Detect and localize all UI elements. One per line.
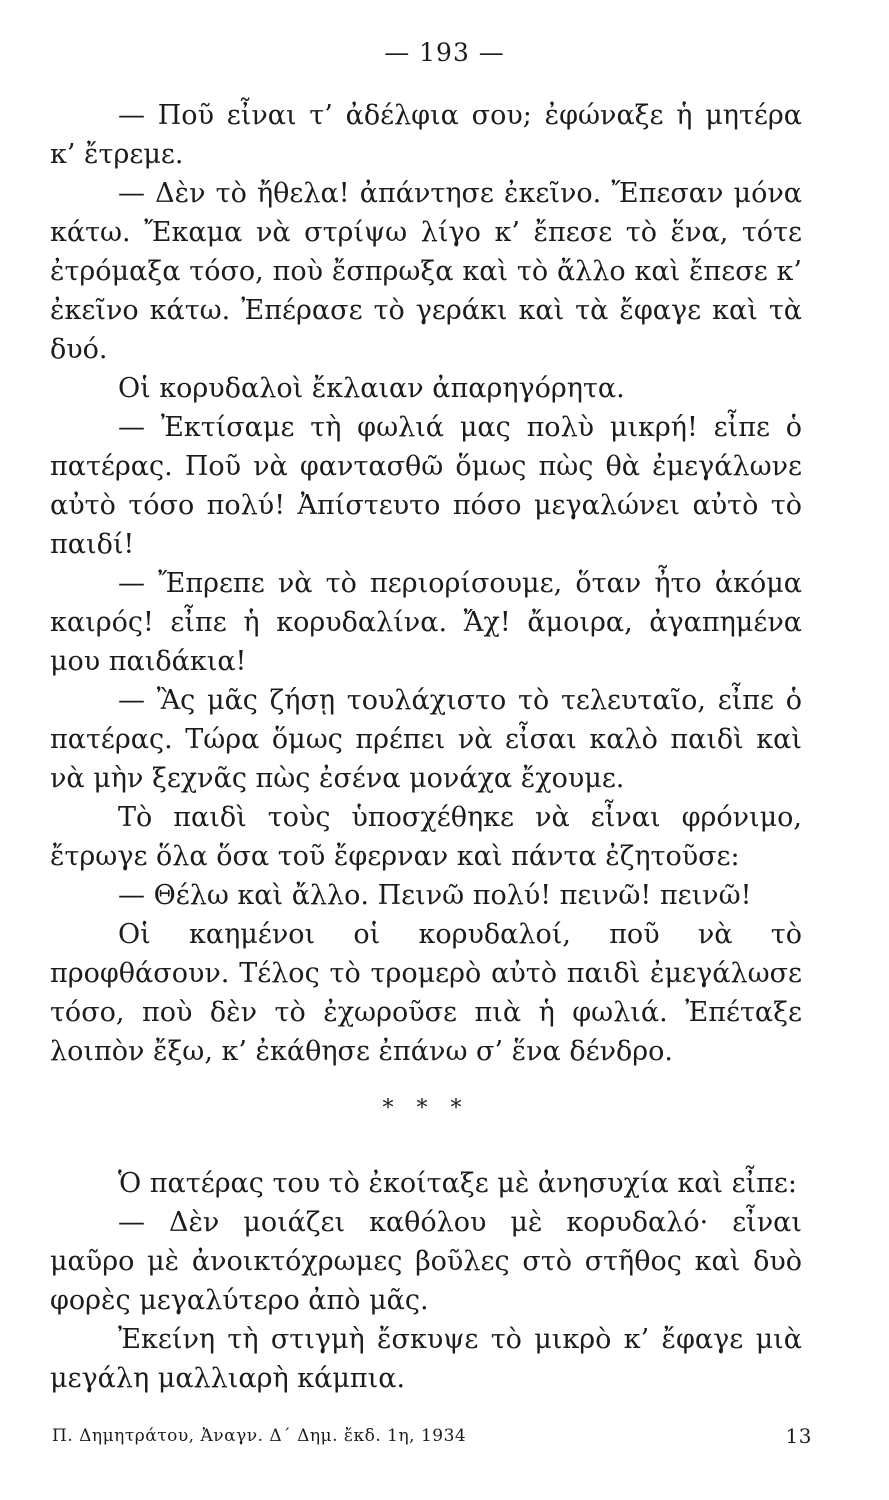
signature-mark: 13 [785,1424,812,1448]
paragraph: — Θέλω καὶ ἄλλο. Πεινῶ πολύ! πεινῶ! πεινῶ! [118,880,752,911]
page-number: — 193 — [384,38,505,67]
paragraph: — Δὲν μοιάζει καθόλου μὲ κορυδαλό· εἶναι μαῦρο μὲ ἀνοικτόχρωμες βοῦλες στὸ στῆθος καὶ δυὸ φορὲς μεγαλύτερο ἀπὸ μᾶς. [50,1207,802,1316]
paragraph: — Δὲν τὸ ἤθελα! ἀπάντησε ἐκεῖνο. Ἔπεσαν μόνα κάτω. Ἔκαμα νὰ στρίψω λίγο κ’ ἔπεσε τὸ ἕνα, τότε ἐτρόμαξα τόσο, ποὺ ἔσπρωξα καὶ τὸ ἄλλο καὶ ἔπεσε κ’ ἐκεῖνο κάτω. Ἐπέρασε τὸ γεράκι καὶ τὰ ἔφαγε καὶ τὰ δυό. [50,178,802,365]
page-footer [52,1426,812,1446]
section-separator: * * * [382,1096,470,1121]
paragraph: — Ἔπρεπε νὰ τὸ περιορίσουμε, ὅταν ἦτο ἀκόμα καιρός! εἶπε ἡ κορυδαλίνα. Ἄχ! ἄμοιρα, ἀγαπημένα μου παιδάκια! [50,568,802,677]
paragraph: Ἐκείνη τὴ στιγμὴ ἔσκυψε τὸ μικρὸ κ’ ἔφαγε μιὰ μεγάλη μαλλιαρὴ κάμπια. [50,1324,802,1394]
footer-citation: Π. Δημητράτου, Ἀναγν. Δ΄ Δημ. ἔκδ. 1η, 1934 [52,1426,467,1446]
paragraph: Οἱ καημένοι οἱ κορυδαλοί, ποῦ νὰ τὸ προφθάσουν. Τέλος τὸ τρομερὸ αὐτὸ παιδὶ ἐμεγάλωσε τόσο, ποὺ δὲν τὸ ἐχωροῦσε πιὰ ἡ φωλιά. Ἐπέταξε λοιπὸν ἔξω, κ’ ἐκάθησε ἐπάνω σ’ ἕνα δένδρο. [50,919,802,1067]
paragraph: Οἱ κορυδαλοὶ ἔκλαιαν ἀπαρηγόρητα. [118,373,625,404]
paragraph: — Ἂς μᾶς ζήσῃ τουλάχιστο τὸ τελευταῖο, εἶπε ὁ πατέρας. Τώρα ὅμως πρέπει νὰ εἶσαι καλὸ παιδὶ καὶ νὰ μὴν ξεχνᾶς πὼς ἐσένα μονάχα ἔχουμε. [50,685,802,794]
paragraph: Ὁ πατέρας του τὸ ἐκοίταξε μὲ ἀνησυχία καὶ εἶπε: [118,1168,798,1199]
paragraph: — Ποῦ εἶναι τ’ ἀδέλφια σου; ἐφώναξε ἡ μητέρα κ’ ἔτρεμε. [50,100,802,170]
paragraph: Τὸ παιδὶ τοὺς ὑποσχέθηκε νὰ εἶναι φρόνιμο, ἔτρωγε ὅλα ὅσα τοῦ ἔφερναν καὶ πάντα ἐζητοῦσε: [50,802,802,872]
page-body [50,96,802,1398]
paragraph: — Ἐκτίσαμε τὴ φωλιά μας πολὺ μικρή! εἶπε ὁ πατέρας. Ποῦ νὰ φαντασθῶ ὅμως πὼς θὰ ἐμεγάλωνε αὐτὸ τόσο πολύ! Ἀπίστευτο πόσο μεγαλώνει αὐτὸ τὸ παιδί! [50,412,802,560]
